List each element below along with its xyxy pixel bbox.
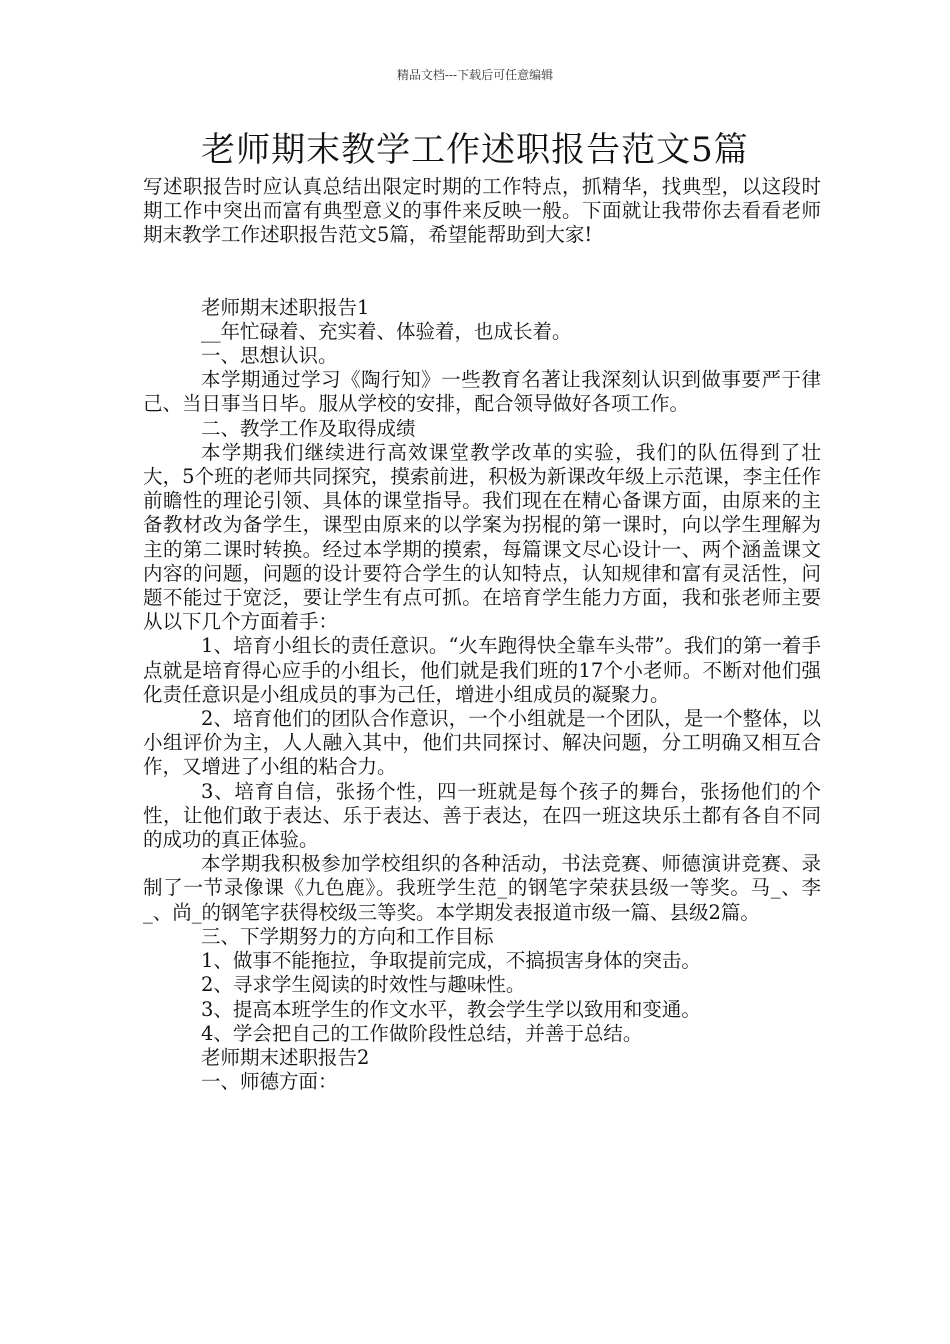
list-item: 3、培育自信，张扬个性，四一班就是每个孩子的舞台，张扬他们的个性，让他们敢于表达、乐于表达、善于表达，在四一班这块乐土都有各自不同的成功的真正体验。 — [143, 779, 821, 852]
paragraph-gap — [143, 248, 821, 296]
list-item: 2、寻求学生阅读的时效性与趣味性。 — [201, 973, 526, 997]
subheading-next-term: 三、下学期努力的方向和工作目标 — [201, 924, 494, 948]
section-heading-report-2: 老师期末述职报告2 — [201, 1045, 370, 1069]
list-item: 3、提高本班学生的作文水平，教会学生学以致用和变通。 — [201, 997, 701, 1021]
document-title: 老师期末教学工作述职报告范文5篇 — [201, 130, 749, 170]
paragraph: __年忙碌着、充实着、体验着，也成长着。 — [201, 319, 572, 343]
paragraph: 本学期我积极参加学校组织的各种活动，书法竞赛、师德演讲竞赛、录制了一节录像课《九色鹿》。我班学生范_的钢笔字荣获县级一等奖。马_、李_、尚_的钢笔字获得校级三等奖。本学期发表报道市级一篇、县级2篇。 — [143, 852, 821, 924]
subheading-thought: 一、思想认识。 — [201, 344, 338, 368]
subheading-teaching: 二、教学工作及取得成绩 — [201, 416, 416, 440]
list-item: 4、学会把自己的工作做阶段性总结，并善于总结。 — [201, 1021, 643, 1045]
list-item: 2、培育他们的团队合作意识，一个小组就是一个团队，是一个整体，以小组评价为主，人人融入其中，他们共同探讨、解决问题，分工明确又相互合作，又增进了小组的粘合力。 — [143, 707, 821, 779]
subheading-ethics: 一、师德方面： — [201, 1070, 338, 1094]
intro-paragraph: 写述职报告时应认真总结出限定时期的工作特点，抓精华，找典型，以这段时期工作中突出而富有典型意义的事件来反映一般。下面就让我带你去看看老师期末教学工作述职报告范文5篇，希望能帮助到大家! — [143, 175, 821, 247]
document-body — [143, 175, 821, 1094]
list-item: 1、做事不能拖拉，争取提前完成，不搞损害身体的突击。 — [201, 949, 701, 973]
section-heading-report-1: 老师期末述职报告1 — [201, 295, 370, 319]
paragraph: 本学期通过学习《陶行知》一些教育名著让我深刻认识到做事要严于律己、当日事当日毕。服从学校的安排，配合领导做好各项工作。 — [143, 368, 821, 416]
paragraph: 本学期我们继续进行高效课堂教学改革的实验，我们的队伍得到了壮大，5个班的老师共同探究，摸索前进，积极为新课改年级上示范课，李主任作前瞻性的理论引领、具体的课堂指导。我们现在在精心备课方面，由原来的主备教材改为备学生，课型由原来的以学案为拐棍的第一课时，向以学生理解为主的第二课时转换。经过本学期的摸索，每篇课文尽心设计一、两个涵盖课文内容的问题，问题的设计要符合学生的认知特点，认知规律和富有灵活性，问题不能过于宽泛，要让学生有点可抓。在培育学生能力方面，我和张老师主要从以下几个方面着手： — [143, 440, 821, 634]
list-item: 1、培育小组长的责任意识。“火车跑得快全靠车头带”。我们的第一着手点就是培育得心应手的小组长，他们就是我们班的17个小老师。不断对他们强化责任意识是小组成员的事为己任，增进小组成员的凝聚力。 — [143, 634, 821, 706]
header-note: 精品文档---下载后可任意编辑 — [396, 68, 554, 82]
